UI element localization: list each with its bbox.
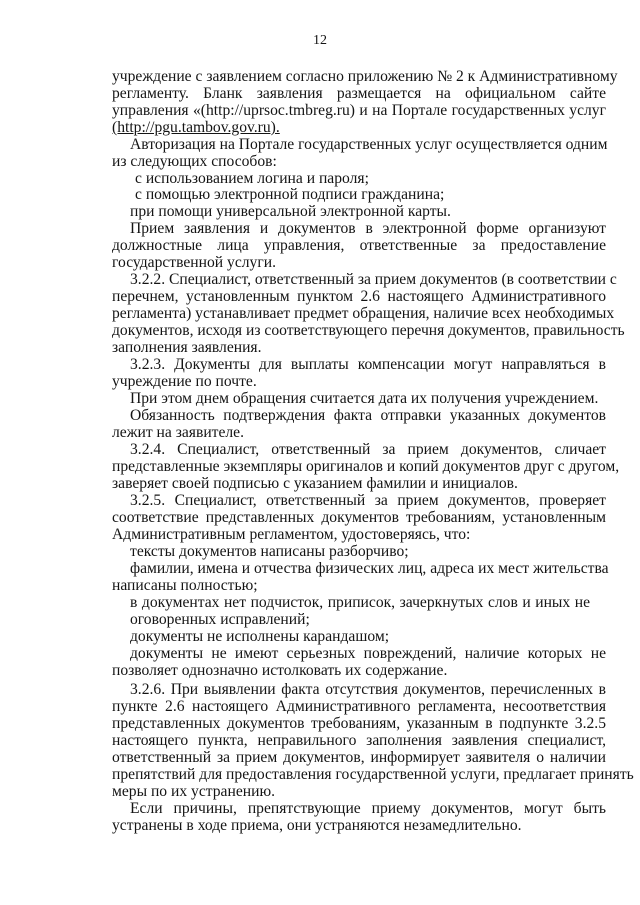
portal-url-link[interactable]: (http://pgu.tambov.gov.ru).	[112, 119, 280, 136]
text-line: представленные экземпляры оригиналов и копий документов друг с другом,	[112, 458, 620, 475]
text-line: учреждение с заявлением согласно приложению № 2 к Административному	[112, 68, 618, 85]
text-line: из следующих способов:	[112, 153, 277, 170]
text-line: учреждение по почте.	[112, 373, 257, 390]
text-line: препятствий для предоставления государственной услуги, предлагает принять	[112, 766, 634, 783]
text-line: заверяет своей подписью с указанием фамилии и инициалов.	[112, 475, 518, 492]
text-line: устранены в ходе приема, они устраняются незамедлительно.	[112, 817, 522, 834]
text-line: Если причины, препятствующие приему документов, могут быть	[130, 800, 606, 817]
text-line: лежит на заявителе.	[112, 424, 244, 441]
text-line: заполнения заявления.	[112, 339, 262, 356]
text-line: должностные лица управления, ответственные за предоставление	[112, 237, 606, 254]
list-item: фамилии, имена и отчества физических лиц, адреса их мест жительства	[130, 560, 609, 577]
text-line: написаны полностью;	[112, 577, 258, 594]
text-line: управления «(http://uprsoc.tmbreg.ru) и на Портале государственных услуг	[112, 102, 606, 119]
section-line: 3.2.5. Специалист, ответственный за прием документов, проверяет	[130, 492, 606, 509]
text-line: ответственный за прием документов, информирует заявителя о наличии	[112, 749, 606, 766]
text-line: представленных документов требованиям, указанным в подпункте 3.2.5	[112, 715, 606, 732]
text-line: Обязанность подтверждения факта отправки указанных документов	[130, 407, 606, 424]
text-line: меры по их устранению.	[112, 783, 275, 800]
text-line: соответствие представленных документов требованиям, установленным	[112, 509, 606, 526]
text-line: Авторизация на Портале государственных услуг осуществляется одним	[130, 136, 608, 153]
text-line: настоящего пункта, неправильного заполнения заявления специалист,	[112, 732, 606, 749]
text-line: позволяет однозначно истолковать их содержание.	[112, 662, 448, 679]
text-line: государственной услуги.	[112, 254, 276, 271]
text-line: пункте 2.6 настоящего Административного регламента, несоответствия	[112, 698, 606, 715]
text-line: документов, исходя из соответствующего перечня документов, правильность	[112, 322, 625, 339]
text-line: Административным регламентом, удостоверяясь, что:	[112, 526, 471, 543]
text-line: Прием заявления и документов в электронной форме организуют	[130, 220, 606, 237]
page-number: 12	[313, 33, 327, 48]
list-item: документы не имеют серьезных повреждений, наличие которых не	[130, 645, 606, 662]
list-item: документы не исполнены карандашом;	[130, 628, 390, 645]
section-line: 3.2.2. Специалист, ответственный за прием документов (в соответствии с	[130, 271, 617, 288]
text-line: регламента) устанавливает предмет обращения, наличие всех необходимых	[112, 305, 615, 322]
list-item: с помощью электронной подписи гражданина;	[135, 186, 445, 203]
text-line: оговоренных исправлений;	[130, 611, 310, 628]
text-line: При этом днем обращения считается дата их получения учреждением.	[130, 390, 599, 407]
section-line: 3.2.4. Специалист, ответственный за прием документов, сличает	[130, 441, 606, 458]
list-item: с использованием логина и пароля;	[135, 170, 369, 187]
section-line: 3.2.3. Документы для выплаты компенсации могут направляться в	[130, 356, 606, 373]
section-line: 3.2.6. При выявлении факта отсутствия документов, перечисленных в	[130, 681, 606, 698]
text-line: регламенту. Бланк заявления размещается на официальном сайте	[112, 85, 606, 102]
list-item: при помощи универсальной электронной карты.	[130, 203, 451, 220]
text-line: перечнем, установленным пунктом 2.6 настоящего Административного	[112, 288, 606, 305]
list-item: в документах нет подчисток, приписок, зачеркнутых слов и иных не	[130, 594, 590, 611]
list-item: тексты документов написаны разборчиво;	[130, 543, 409, 560]
